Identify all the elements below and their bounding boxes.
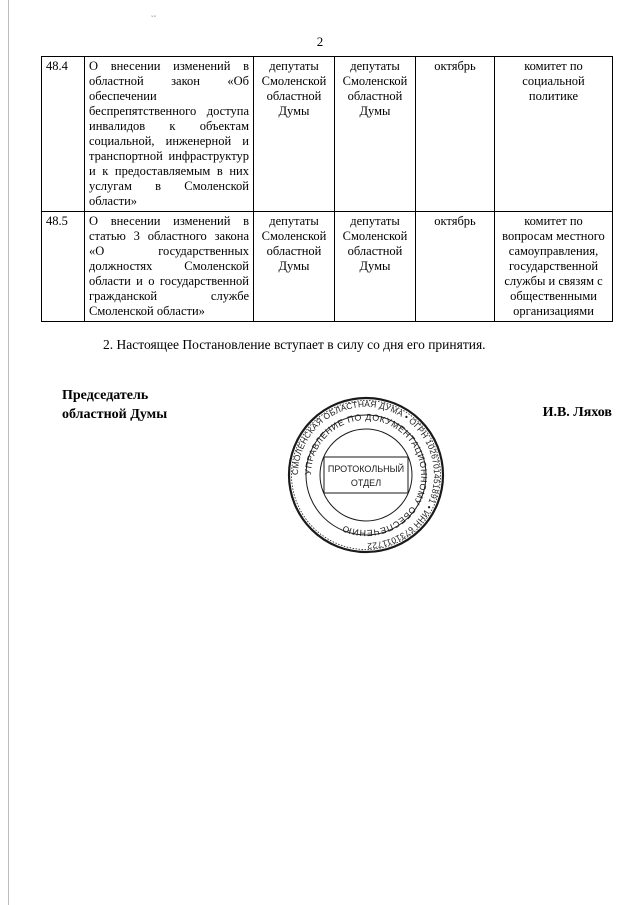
stamp-center-line: ПРОТОКОЛЬНЫЙ <box>327 464 405 474</box>
prepared-by: депутаты Смоленской областной Думы <box>335 212 416 322</box>
committee: комитет по социальной политике <box>495 57 613 212</box>
position-line: Председатель <box>62 388 149 403</box>
bill-title: О внесении изменений в статью 3 областного закона «О государственных должностях Смоленской области и о государственной гражданской службе Смоленской области» <box>85 212 254 322</box>
plan-table <box>41 56 613 322</box>
stamp-outer-text: СМОЛЕНСКАЯ ОБЛАСТНАЯ ДУМА • ОГРН 1026701451891 • ИНН 6731011722 <box>289 398 443 552</box>
official-stamp <box>286 395 446 555</box>
row-number: 48.5 <box>42 212 85 322</box>
submitted-by: депутаты Смоленской областной Думы <box>254 57 335 212</box>
committee: комитет по вопросам местного самоуправления, государственной службы и связям с общественными организациями <box>495 212 613 322</box>
page-number: 2 <box>316 34 324 49</box>
prepared-by: депутаты Смоленской областной Думы <box>335 57 416 212</box>
term: октябрь <box>416 57 495 212</box>
scan-speck: ˘˘ <box>151 14 157 23</box>
signatory-position <box>62 386 167 424</box>
effective-clause: 2. Настоящее Постановление вступает в силу со дня его принятия. <box>103 337 486 352</box>
row-number: 48.4 <box>42 57 85 212</box>
submitted-by: депутаты Смоленской областной Думы <box>254 212 335 322</box>
signatory-name: И.В. Ляхов <box>542 405 612 420</box>
term: октябрь <box>416 212 495 322</box>
stamp-center-line: ОТДЕЛ <box>350 478 382 488</box>
stamp-inner-text: УПРАВЛЕНИЕ ПО ДОКУМЕНТАЦИОННОМУ ОБЕСПЕЧЕНИЮ <box>302 411 430 539</box>
scan-edge-line <box>8 0 9 905</box>
position-line: областной Думы <box>62 407 168 422</box>
bill-title: О внесении изменений в областной закон «Об обеспечении беспрепятственного доступа инвалидов к объектам социальной, инженерной и транспортной инфраструктур и к предоставляемым в них услугам в Смоленской области» <box>85 57 254 212</box>
table-row <box>42 57 613 212</box>
table-row <box>42 212 613 322</box>
